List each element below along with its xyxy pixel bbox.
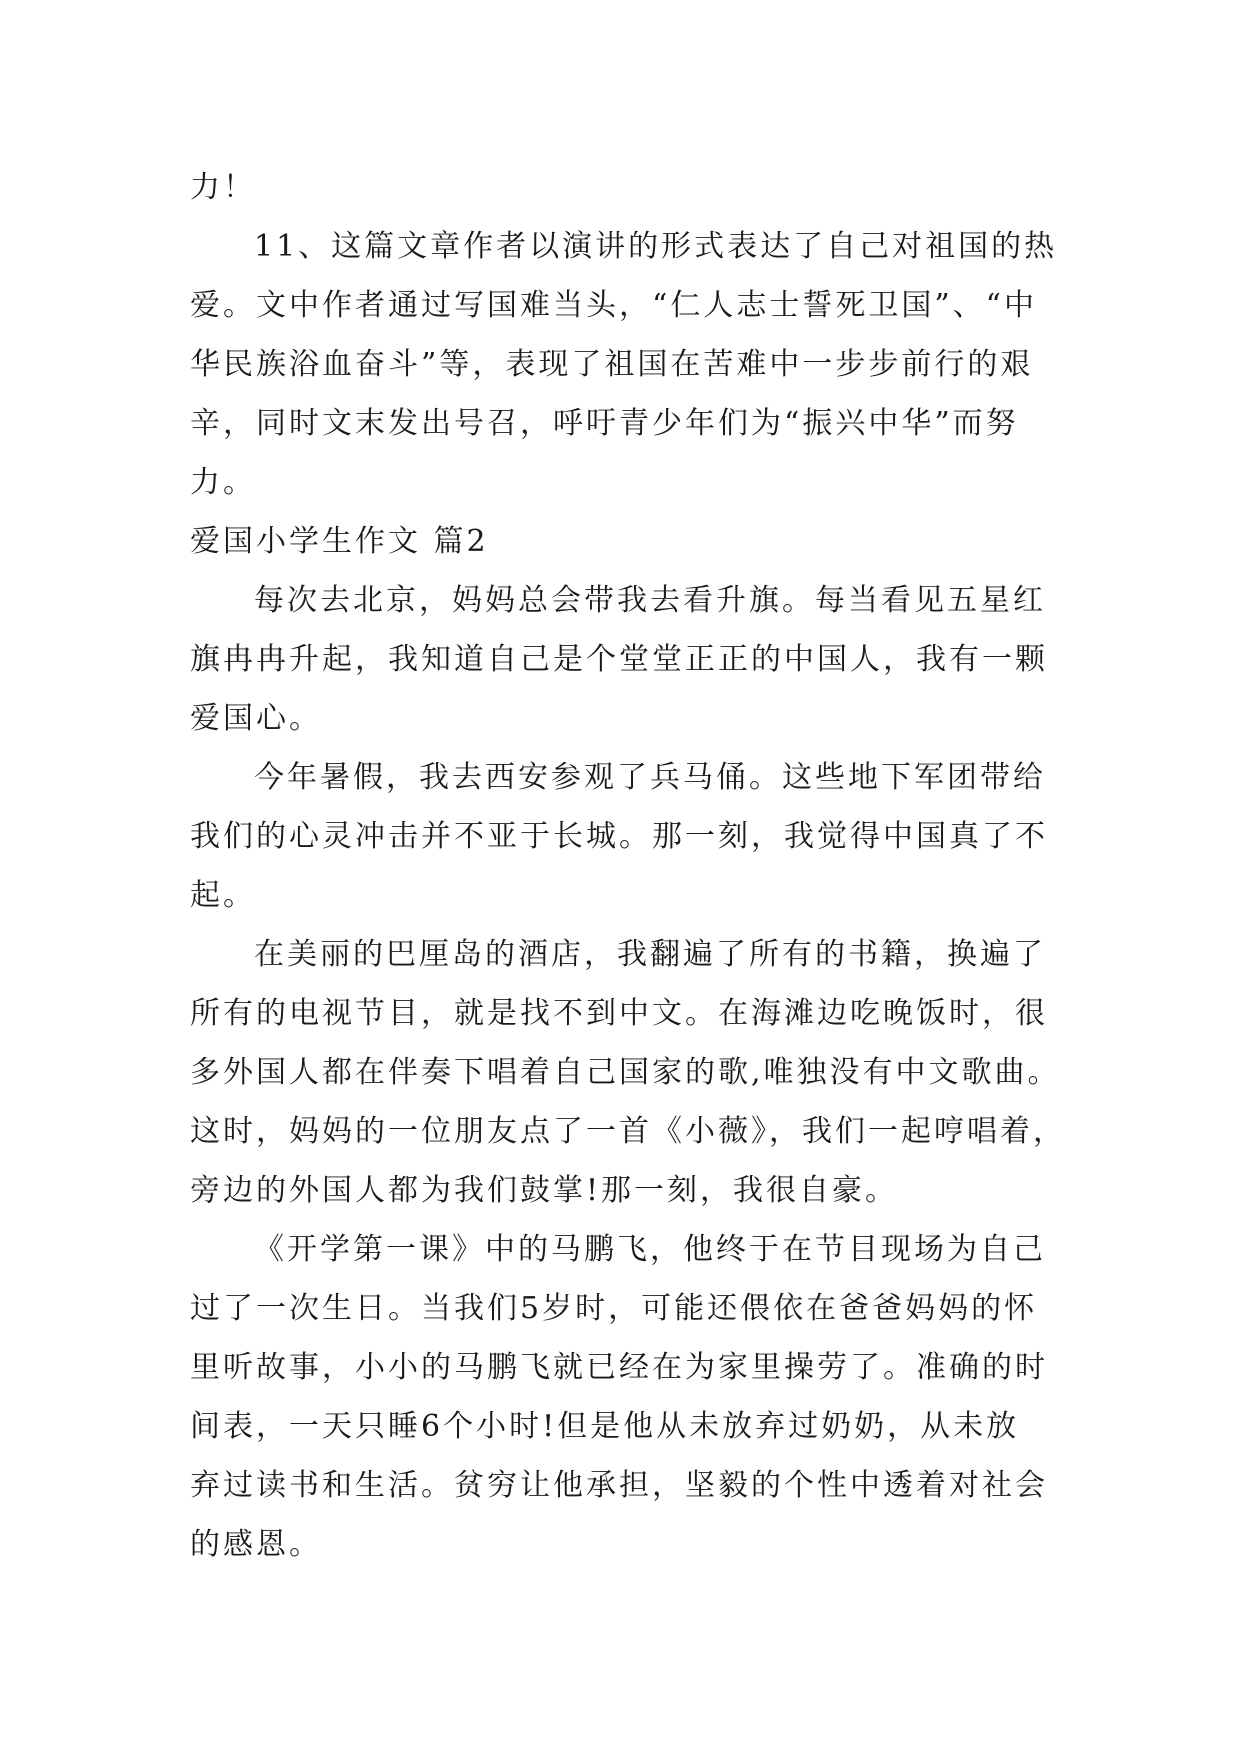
text-line: 所有的电视节目，就是找不到中文。在海滩边吃晚饭时，很 [190, 996, 1048, 1031]
text-line: 今年暑假，我去西安参观了兵马俑。这些地下军团带给 [254, 760, 1046, 795]
text-line: 间表，一天只睡6个小时!但是他从未放弃过奶奶，从未放 [190, 1409, 1020, 1444]
text-line: 弃过读书和生活。贫穷让他承担，坚毅的个性中透着对社会 [190, 1468, 1048, 1503]
text-line: 起。 [190, 878, 256, 913]
text-line: 旁边的外国人都为我们鼓掌!那一刻，我很自豪。 [190, 1173, 899, 1208]
text-line: 华民族浴血奋斗”等，表现了祖国在苦难中一步步前行的艰 [190, 347, 1034, 382]
text-line: 力！ [190, 170, 256, 205]
text-line: 旗冉冉升起，我知道自己是个堂堂正正的中国人，我有一颗 [190, 642, 1048, 677]
text-line: 辛，同时文末发出号召，呼吁青少年们为“振兴中华”而努 [190, 406, 1019, 441]
text-line: 这时，妈妈的一位朋友点了一首《小薇》，我们一起哼唱着， [190, 1114, 1066, 1149]
text-line: 我们的心灵冲击并不亚于长城。那一刻，我觉得中国真了不 [190, 819, 1048, 854]
text-line: 在美丽的巴厘岛的酒店，我翻遍了所有的书籍，换遍了 [254, 937, 1046, 972]
text-line: 《开学第一课》中的马鹏飞，他终于在节目现场为自己 [254, 1232, 1046, 1267]
text-line: 过了一次生日。当我们5岁时，可能还偎依在爸爸妈妈的怀 [190, 1291, 1038, 1326]
text-line: 爱。文中作者通过写国难当头，“仁人志士誓死卫国”、“中 [190, 288, 1038, 323]
text-line: 11、这篇文章作者以演讲的形式表达了自己对祖国的热 [254, 229, 1058, 264]
text-line: 爱国心。 [190, 701, 322, 736]
text-line: 爱国小学生作文 篇2 [190, 524, 489, 559]
text-line: 力。 [190, 465, 256, 500]
text-line: 每次去北京，妈妈总会带我去看升旗。每当看见五星红 [254, 583, 1046, 618]
document-page [190, 158, 1066, 1574]
text-line: 多外国人都在伴奏下唱着自己国家的歌,唯独没有中文歌曲。 [190, 1055, 1061, 1090]
text-line: 里听故事，小小的马鹏飞就已经在为家里操劳了。准确的时 [190, 1350, 1048, 1385]
text-line: 的感恩。 [190, 1527, 322, 1562]
